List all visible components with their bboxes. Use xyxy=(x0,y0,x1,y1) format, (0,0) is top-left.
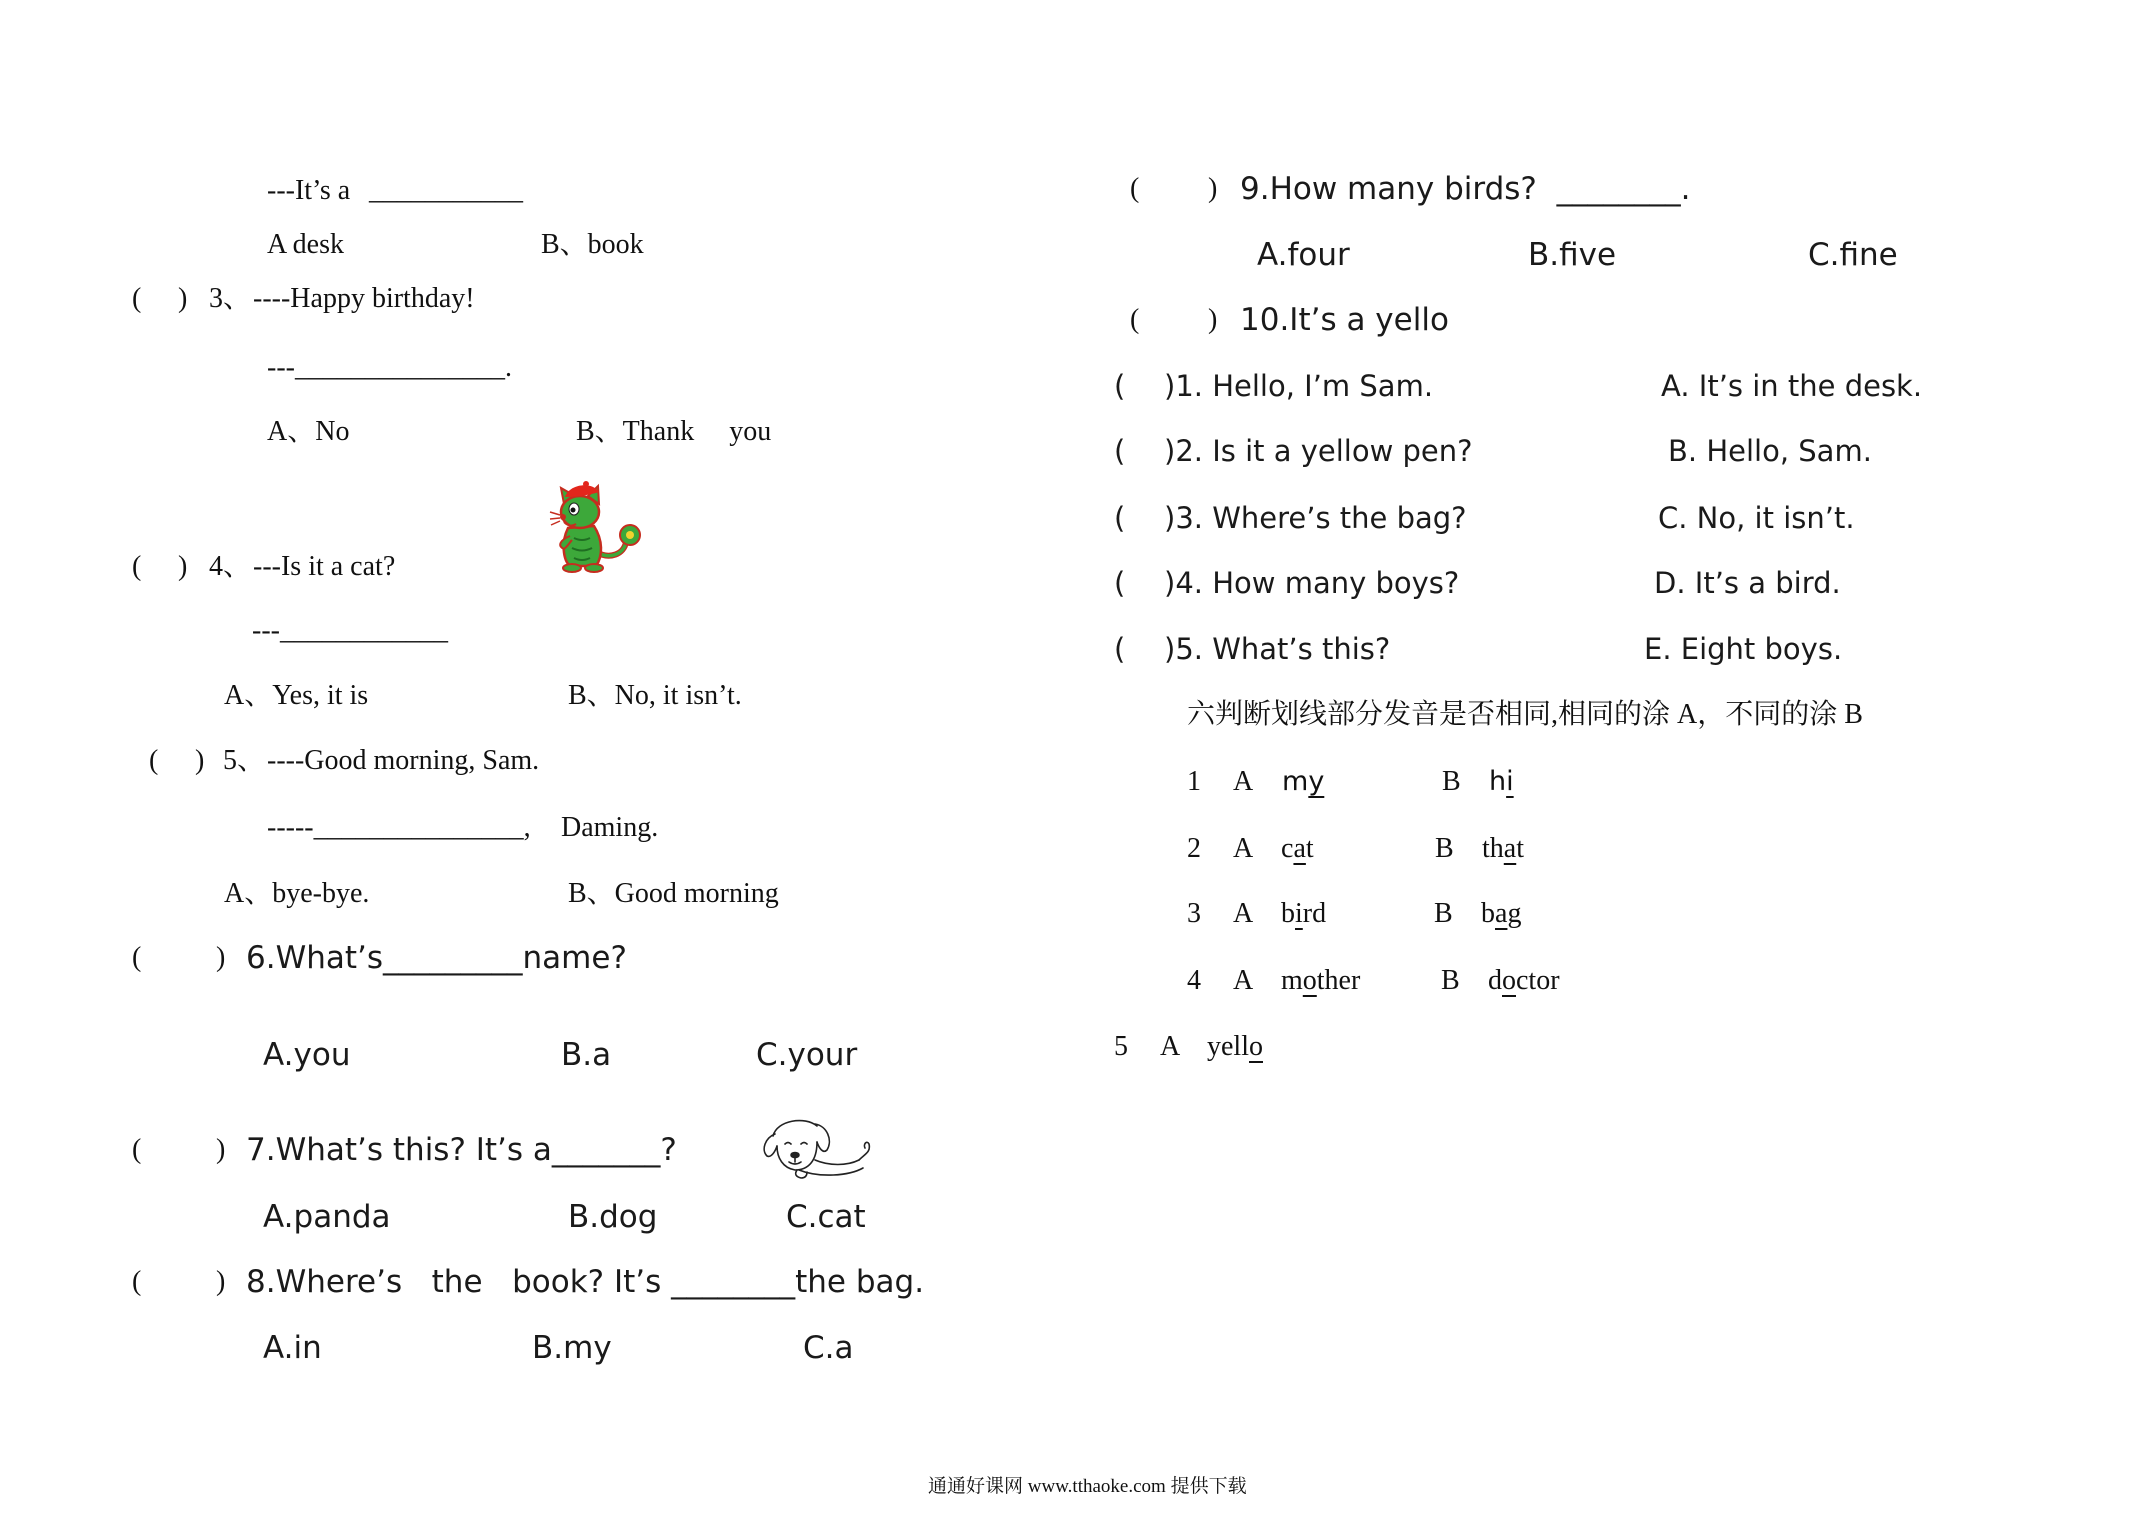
matching-answer: E. Eight boys. xyxy=(1644,632,1843,666)
q6-option-a: A.you xyxy=(263,1037,351,1073)
q4-option-a: A、Yes, it is xyxy=(224,680,369,711)
q3-option-b: B、Thank you xyxy=(576,416,772,447)
phonics-underlined-letter: a xyxy=(1503,833,1517,864)
q5-option-b: B、Good morning xyxy=(568,878,779,909)
q3-number: 3、 xyxy=(209,283,252,314)
q3-paren-close: ) xyxy=(178,283,188,314)
footer-credit: 通通好课网 www.tthaoke.com 提供下载 xyxy=(928,1476,1247,1497)
phonics-underlined-letter: a xyxy=(1293,833,1306,864)
phonics-word-part: g xyxy=(1507,898,1522,929)
matching-question xyxy=(1164,499,1467,537)
section-six-heading: 六判断划线部分发音是否相同,相同的涂 A，不同的涂 B xyxy=(1187,699,1863,730)
q3-prompt: ----Happy birthday! xyxy=(253,283,475,314)
matching-question-text: 4. How many boys? xyxy=(1175,566,1460,600)
phonics-word-a xyxy=(1281,831,1314,867)
matching-paren-open: ( xyxy=(1114,434,1126,468)
phonics-word-b xyxy=(1488,963,1560,999)
phonics-word-part: ther xyxy=(1316,965,1361,996)
matching-paren-open: ( xyxy=(1114,566,1126,600)
q2-option-b: B、book xyxy=(541,229,644,260)
matching-question-text: 2. Is it a yellow pen? xyxy=(1175,434,1473,468)
q7-paren-open: ( xyxy=(132,1134,142,1165)
q4-number: 4、 xyxy=(209,551,252,582)
q8-option-b: B.my xyxy=(532,1330,612,1366)
q2-answer-blank: ___________ xyxy=(369,175,523,206)
q9-option-b: B.five xyxy=(1528,237,1617,273)
matching-answer: B. Hello, Sam. xyxy=(1668,434,1872,468)
q10-prompt: 10.It’s a yello xyxy=(1240,302,1449,338)
q5-paren-open: ( xyxy=(149,745,159,776)
q6-prompt: 6.What’s_________name? xyxy=(246,940,627,976)
matching-paren-close: ) xyxy=(1164,501,1176,535)
q4-prompt: ---Is it a cat? xyxy=(253,551,396,582)
phonics-option-a-label: A xyxy=(1160,1031,1181,1062)
phonics-underlined-letter: i xyxy=(1295,898,1303,929)
matching-question-text: 5. What’s this? xyxy=(1175,632,1391,666)
phonics-row-number: 2 xyxy=(1187,833,1201,864)
q9-option-c: C.fine xyxy=(1808,237,1898,273)
phonics-option-b-label: B xyxy=(1434,898,1453,929)
q6-paren-open: ( xyxy=(132,942,142,973)
q6-option-b: B.a xyxy=(561,1037,612,1073)
phonics-option-a-label: A xyxy=(1233,766,1254,797)
phonics-option-a-label: A xyxy=(1233,965,1254,996)
phonics-word-part: m xyxy=(1281,965,1303,996)
q6-paren-close: ) xyxy=(216,942,226,973)
dog-icon xyxy=(759,1114,875,1184)
phonics-word-part: c xyxy=(1281,833,1294,864)
phonics-underlined-letter: o xyxy=(1249,1031,1263,1062)
matching-paren-close: ) xyxy=(1164,566,1176,600)
q6-option-c: C.your xyxy=(756,1037,858,1073)
phonics-word-part: t xyxy=(1516,833,1524,864)
q7-prompt: 7.What’s this? It’s a_______? xyxy=(246,1132,677,1168)
matching-answer: D. It’s a bird. xyxy=(1654,566,1841,600)
q3-answer-line: ---_______________. xyxy=(267,352,512,383)
q7-option-a: A.panda xyxy=(263,1199,391,1235)
q4-paren-open: ( xyxy=(132,551,142,582)
q5-number: 5、 xyxy=(223,745,266,776)
q9-option-a: A.four xyxy=(1257,237,1350,273)
q2-option-a: A desk xyxy=(267,229,344,260)
q2-answer-line: ---It’s a xyxy=(267,175,351,206)
phonics-word-part: yell xyxy=(1207,1031,1249,1062)
phonics-option-a-label: A xyxy=(1233,833,1254,864)
q8-option-a: A.in xyxy=(263,1330,322,1366)
q10-paren-close: ) xyxy=(1208,304,1218,335)
q5-option-a: A、bye-bye. xyxy=(224,878,370,909)
q9-paren-close: ) xyxy=(1208,173,1218,204)
phonics-underlined-letter: o xyxy=(1502,965,1516,996)
phonics-underlined-letter: o xyxy=(1302,965,1317,996)
phonics-word-part: th xyxy=(1482,833,1504,864)
phonics-word-part: b xyxy=(1481,898,1495,929)
phonics-word-part: t xyxy=(1305,833,1314,864)
matching-paren-open: ( xyxy=(1114,501,1126,535)
phonics-word-part: rd xyxy=(1302,898,1327,929)
phonics-word-a xyxy=(1282,764,1324,800)
matching-question-text: 1. Hello, I’m Sam. xyxy=(1175,369,1434,403)
phonics-option-b-label: B xyxy=(1442,766,1461,797)
q8-paren-open: ( xyxy=(132,1266,142,1297)
matching-answer: A. It’s in the desk. xyxy=(1661,369,1923,403)
matching-paren-close: ) xyxy=(1164,632,1176,666)
q5-answer-name: Daming. xyxy=(561,812,659,843)
q3-option-a: A、No xyxy=(267,416,350,447)
phonics-underlined-letter: i xyxy=(1506,766,1514,797)
phonics-option-a-label: A xyxy=(1233,898,1254,929)
matching-question xyxy=(1164,564,1459,602)
matching-paren-open: ( xyxy=(1114,369,1126,403)
q3-paren-open: ( xyxy=(132,283,142,314)
matching-question xyxy=(1164,432,1473,470)
phonics-word-a xyxy=(1207,1029,1263,1065)
matching-question xyxy=(1164,367,1433,405)
phonics-option-b-label: B xyxy=(1441,965,1460,996)
matching-question xyxy=(1164,630,1390,668)
q8-option-c: C.a xyxy=(803,1330,854,1366)
q4-option-b: B、No, it isn’t. xyxy=(568,680,742,711)
phonics-row-number: 3 xyxy=(1187,898,1201,929)
phonics-row-number: 4 xyxy=(1187,965,1201,996)
phonics-word-part: ctor xyxy=(1516,965,1560,996)
q5-prompt: ----Good morning, Sam. xyxy=(267,745,540,776)
q9-prompt: 9.How many birds? ________. xyxy=(1240,171,1691,207)
q5-paren-close: ) xyxy=(195,745,205,776)
q10-paren-open: ( xyxy=(1130,304,1140,335)
phonics-word-part: m xyxy=(1282,766,1309,797)
cat-icon xyxy=(540,480,647,573)
q9-paren-open: ( xyxy=(1130,173,1140,204)
phonics-word-a xyxy=(1281,896,1326,932)
q7-paren-close: ) xyxy=(216,1134,226,1165)
phonics-word-part: h xyxy=(1489,766,1507,797)
phonics-underlined-letter: a xyxy=(1495,898,1508,929)
phonics-underlined-letter: y xyxy=(1308,766,1325,797)
phonics-row-number: 5 xyxy=(1114,1031,1128,1062)
q7-option-b: B.dog xyxy=(568,1199,658,1235)
q5-answer-line: -----_______________, xyxy=(267,812,531,843)
q4-paren-close: ) xyxy=(178,551,188,582)
phonics-word-b xyxy=(1481,896,1521,932)
q8-prompt: 8.Where’s the book? It’s ________the bag. xyxy=(246,1264,925,1300)
q8-paren-close: ) xyxy=(216,1266,226,1297)
matching-paren-close: ) xyxy=(1164,434,1176,468)
phonics-word-part: b xyxy=(1281,898,1295,929)
phonics-word-a xyxy=(1281,963,1360,999)
phonics-word-part: d xyxy=(1488,965,1502,996)
matching-answer: C. No, it isn’t. xyxy=(1658,501,1855,535)
q7-option-c: C.cat xyxy=(786,1199,866,1235)
matching-paren-open: ( xyxy=(1114,632,1126,666)
matching-question-text: 3. Where’s the bag? xyxy=(1175,501,1467,535)
q4-answer-line: ---____________ xyxy=(252,615,448,646)
phonics-word-b xyxy=(1482,831,1524,867)
phonics-row-number: 1 xyxy=(1187,766,1201,797)
matching-paren-close: ) xyxy=(1164,369,1176,403)
phonics-word-b xyxy=(1489,764,1514,800)
phonics-option-b-label: B xyxy=(1435,833,1454,864)
